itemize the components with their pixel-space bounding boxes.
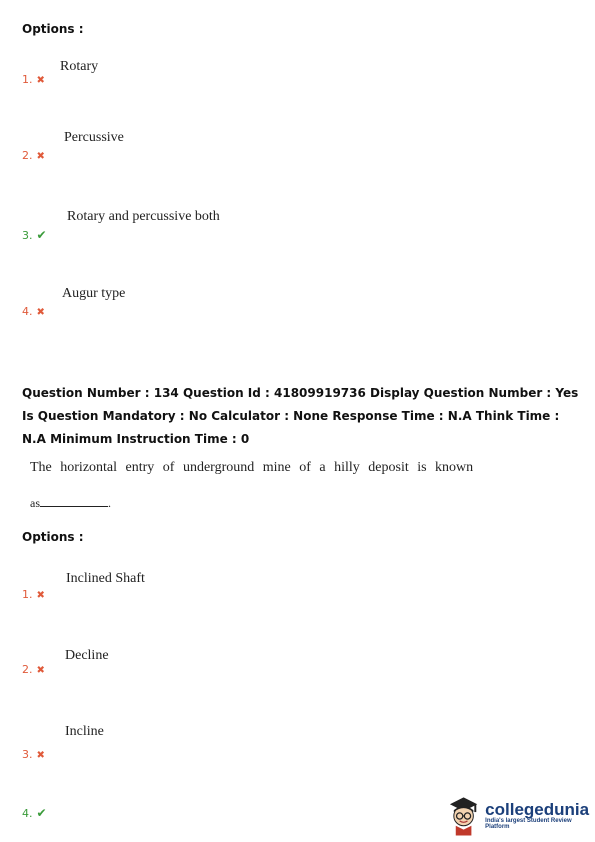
correct-mark-icon: ✔	[36, 806, 47, 820]
option-text: Decline	[65, 648, 109, 663]
question-text: The horizontal entry of underground mine of a hilly deposit is known	[30, 460, 474, 475]
option-number: 4. ✔	[22, 806, 47, 820]
option-number: 4. ✖	[22, 305, 45, 318]
option-text: Incline	[65, 724, 104, 739]
wrong-mark-icon: ✖	[36, 750, 45, 761]
answer-blank	[40, 496, 108, 507]
option-number: 3. ✖	[22, 748, 45, 761]
option-number: 3. ✔	[22, 228, 47, 242]
question-text-blank: as .	[30, 496, 111, 510]
option-text: Rotary	[60, 59, 99, 74]
option-text: Rotary and percussive both	[67, 209, 220, 224]
wrong-mark-icon: ✖	[36, 307, 45, 318]
option-text: Inclined Shaft	[66, 571, 145, 586]
option-text: Percussive	[64, 130, 124, 145]
wrong-mark-icon: ✖	[36, 590, 45, 601]
collegedunia-logo	[446, 794, 595, 836]
wrong-mark-icon: ✖	[36, 75, 45, 86]
student-mascot-icon	[446, 794, 481, 836]
logo-tagline: India's largest Student Review Platform	[485, 817, 572, 830]
option-number: 1. ✖	[22, 73, 45, 86]
question-meta: Question Number : 134 Question Id : 41809919736 Display Question Number : Yes Is Question Mandatory : No Calculator : None Response Time : N.A Think Time : N.A Minimum Instruction Time : 0	[22, 386, 579, 446]
option-number: 2. ✖	[22, 663, 45, 676]
logo-wordmark: collegedunia	[485, 799, 590, 819]
wrong-mark-icon: ✖	[36, 151, 45, 162]
options-label: Options :	[22, 530, 84, 544]
option-text: Augur type	[62, 286, 126, 301]
correct-mark-icon: ✔	[36, 228, 47, 242]
option-number: 2. ✖	[22, 149, 45, 162]
option-number: 1. ✖	[22, 588, 45, 601]
wrong-mark-icon: ✖	[36, 665, 45, 676]
options-label: Options :	[22, 22, 84, 36]
